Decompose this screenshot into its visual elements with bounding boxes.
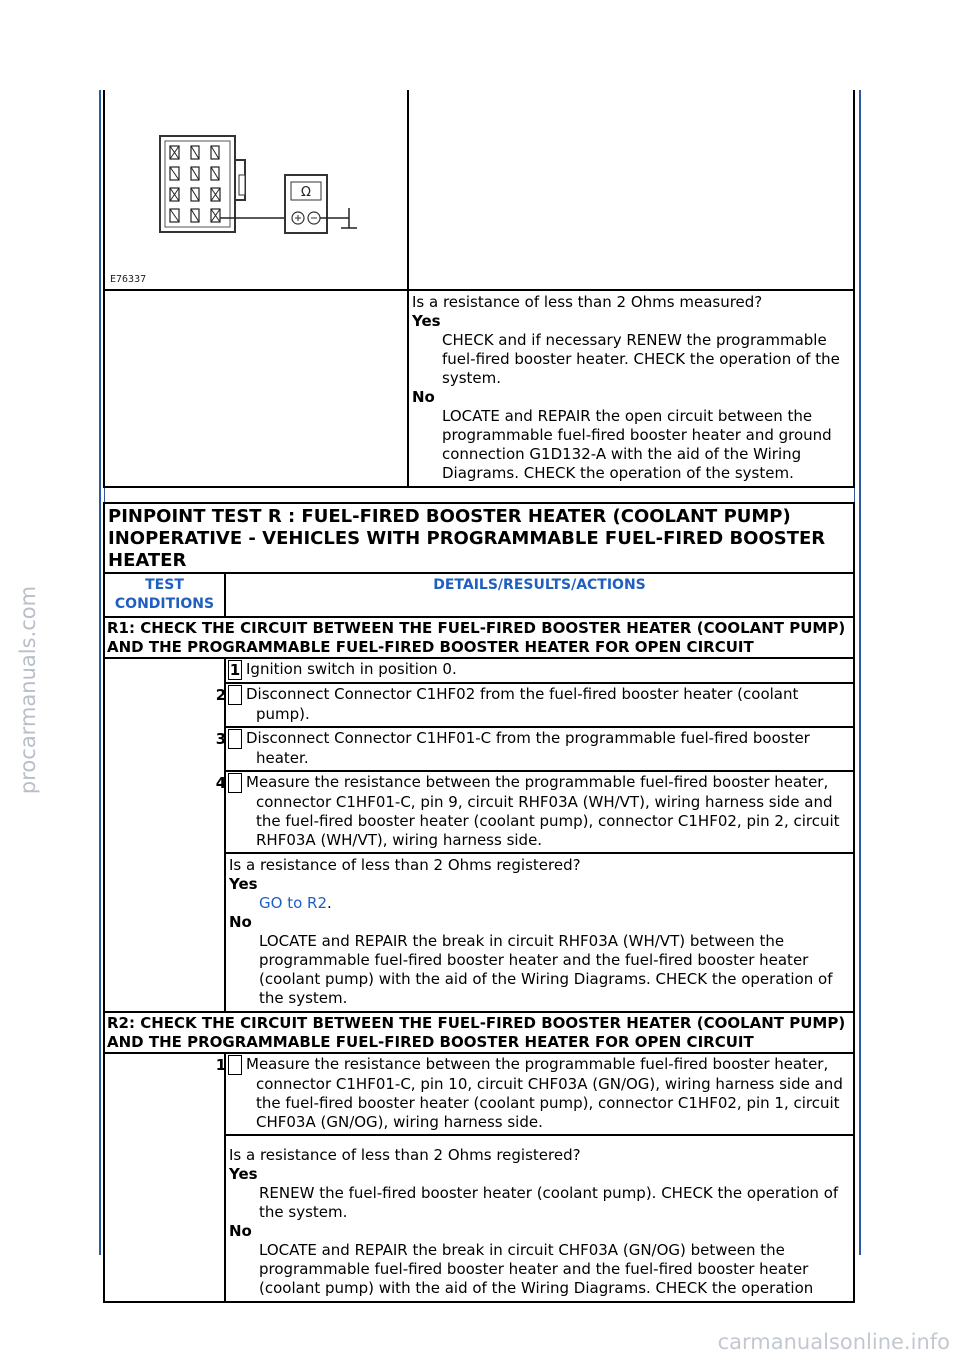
ohm-symbol: Ω bbox=[301, 185, 311, 200]
step-text: Disconnect Connector C1HF02 from the fuel-fired booster heater (coolant pump). bbox=[246, 685, 799, 723]
bottom-watermark: carmanualsonline.info bbox=[717, 1330, 950, 1354]
details-header: DETAILS/RESULTS/ACTIONS bbox=[225, 573, 854, 617]
upper-result-cell bbox=[408, 290, 854, 487]
figure-empty-cell bbox=[408, 90, 854, 290]
empty-conditions-cell bbox=[104, 290, 408, 487]
figure-label: E76337 bbox=[110, 274, 147, 285]
r2-conditions-cell bbox=[104, 1053, 225, 1302]
r2-yes-label: Yes bbox=[229, 1165, 258, 1183]
r2-no-label: No bbox=[229, 1222, 252, 1240]
r1-step bbox=[215, 727, 854, 771]
r1-no-label: No bbox=[229, 913, 252, 931]
step-text: Measure the resistance between the programmable fuel-fired booster heater, connector C1HF01-C, pin 10, circuit CHF03A (GN/OG), wiring harness side and the fuel-fired booster heater (coolant pump), connector C1HF02, pin 1, circuit CHF03A (GN/OG), wiring harness side. bbox=[246, 1055, 843, 1131]
pinpoint-test-table bbox=[103, 502, 855, 1303]
step-text: Disconnect Connector C1HF01-C from the programmable fuel-fired booster heater. bbox=[246, 729, 810, 767]
r2-step bbox=[215, 1053, 854, 1135]
step-number: 2 bbox=[228, 685, 242, 705]
step-text: Ignition switch in position 0. bbox=[246, 660, 457, 678]
step-number: 4 bbox=[228, 773, 242, 793]
step-number: 1 bbox=[228, 1055, 242, 1075]
r2-no-text: LOCATE and REPAIR the break in circuit CHF03A (GN/OG) between the programmable fuel-fired booster heater and the fuel-fired booster heater (coolant pump) with the aid of the Wiring Diagrams. CHECK the operation bbox=[259, 1241, 814, 1297]
connector-meter-diagram bbox=[105, 90, 405, 285]
r1-yes-label: Yes bbox=[229, 875, 258, 893]
step-text: Measure the resistance between the programmable fuel-fired booster heater, connector C1HF01-C, pin 9, circuit RHF03A (WH/VT), wiring harness side and the fuel-fired booster heater (coolant pump), connector C1HF02, pin 2, circuit RHF03A (WH/VT), wiring harness side. bbox=[246, 773, 840, 849]
r2-heading: R2: CHECK THE CIRCUIT BETWEEN THE FUEL-FIRED BOOSTER HEATER (COOLANT PUMP) AND THE PROGRAMMABLE FUEL-FIRED BOOSTER HEATER FOR OPEN CIRCUIT bbox=[104, 1012, 854, 1053]
previous-test-table bbox=[103, 90, 855, 488]
step-number: 1 bbox=[229, 661, 241, 679]
r2-yes-text: RENEW the fuel-fired booster heater (coolant pump). CHECK the operation of the system. bbox=[259, 1184, 839, 1221]
document-body bbox=[103, 90, 855, 1303]
upper-no-label: No bbox=[412, 388, 435, 406]
r1-no-text: LOCATE and REPAIR the break in circuit RHF03A (WH/VT) between the programmable fuel-fired booster heater and the fuel-fired booster heater (coolant pump) with the aid of the Wiring Diagrams. CHECK the operation of the system. bbox=[259, 932, 833, 1007]
r1-step bbox=[215, 683, 854, 727]
r1-heading: R1: CHECK THE CIRCUIT BETWEEN THE FUEL-FIRED BOOSTER HEATER (COOLANT PUMP) AND THE PROGRAMMABLE FUEL-FIRED BOOSTER HEATER FOR OPEN CIRCUIT bbox=[104, 617, 854, 658]
test-conditions-header: TEST CONDITIONS bbox=[104, 573, 225, 617]
figure-cell bbox=[104, 90, 408, 290]
r1-question: Is a resistance of less than 2 Ohms registered? bbox=[229, 856, 581, 874]
upper-yes-text: CHECK and if necessary RENEW the programmable fuel-fired booster heater. CHECK the operation of the system. bbox=[442, 331, 840, 387]
step-number: 3 bbox=[228, 729, 242, 749]
r1-conditions-cell bbox=[104, 658, 225, 1012]
r2-result-cell bbox=[225, 1135, 854, 1302]
r1-result-cell bbox=[225, 853, 854, 1012]
upper-no-text: LOCATE and REPAIR the open circuit between the programmable fuel-fired booster heater and ground connection G1D132-A with the aid of the Wiring Diagrams. CHECK the operation of the system. bbox=[442, 407, 832, 482]
link-suffix: . bbox=[327, 894, 332, 912]
left-margin-rule bbox=[99, 90, 101, 1255]
r1-step bbox=[215, 771, 854, 853]
upper-yes-label: Yes bbox=[412, 312, 441, 330]
r2-question: Is a resistance of less than 2 Ohms registered? bbox=[229, 1146, 581, 1164]
side-watermark: procarmanuals.com bbox=[16, 585, 40, 795]
right-margin-rule bbox=[859, 90, 861, 1255]
pinpoint-title: PINPOINT TEST R : FUEL-FIRED BOOSTER HEATER (COOLANT PUMP) INOPERATIVE - VEHICLES WITH PROGRAMMABLE FUEL-FIRED BOOSTER HEATER bbox=[104, 503, 854, 573]
r1-step bbox=[225, 658, 854, 683]
goto-r2-link[interactable]: GO to R2 bbox=[259, 894, 327, 912]
upper-question: Is a resistance of less than 2 Ohms measured? bbox=[412, 293, 763, 311]
